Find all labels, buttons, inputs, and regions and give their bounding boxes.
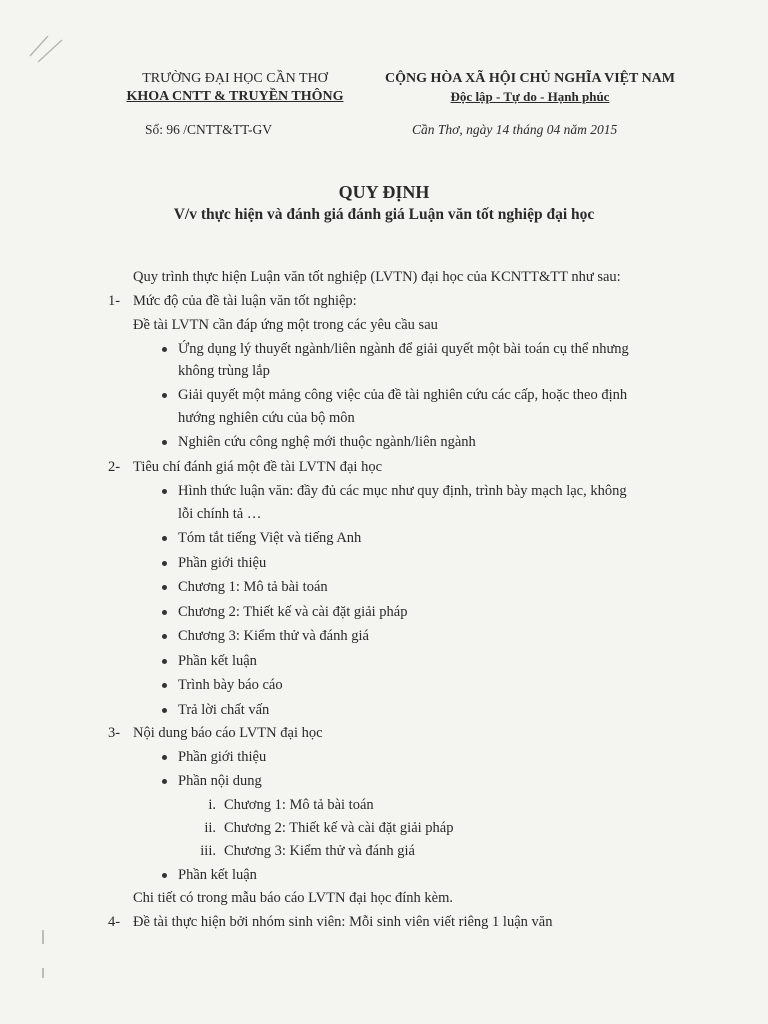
document-subtitle: V/v thực hiện và đánh giá đánh giá Luận văn tốt nghiệp đại học <box>173 206 595 223</box>
list-item: Giải quyết một mảng công việc của đề tài nghiên cứu các cấp, hoặc theo định <box>178 387 628 403</box>
list-item: Trình bày báo cáo <box>178 677 283 693</box>
section-number: 1- <box>108 293 121 309</box>
section-number: 4- <box>108 914 121 930</box>
bullet-icon <box>162 347 167 352</box>
bullet-icon <box>162 536 167 541</box>
section-heading: Nội dung báo cáo LVTN đại học <box>133 725 323 741</box>
scan-edge-mark <box>42 968 44 978</box>
bullet-icon <box>162 585 167 590</box>
institution-header <box>100 70 370 106</box>
list-item: Phần giới thiệu <box>178 555 267 571</box>
list-item: Chương 3: Kiểm thử và đánh giá <box>178 628 369 644</box>
roman-numeral: iii. <box>200 843 216 859</box>
bullet-icon <box>162 489 167 494</box>
list-item: Nghiên cứu công nghệ mới thuộc ngành/liên ngành <box>178 434 476 450</box>
bullet-icon <box>162 755 167 760</box>
scan-edge-mark <box>42 930 44 944</box>
list-item: Phần kết luận <box>178 867 257 883</box>
list-item-continued: lỗi chính tả … <box>178 506 262 522</box>
list-item: Phần nội dung <box>178 773 262 789</box>
section-number: 2- <box>108 459 121 475</box>
bullet-icon <box>162 393 167 398</box>
list-item: Chương 1: Mô tả bài toán <box>178 579 328 595</box>
bullet-icon <box>162 708 167 713</box>
sub-list-item: Chương 2: Thiết kế và cài đặt giải pháp <box>224 820 454 836</box>
university-name: TRƯỜNG ĐẠI HỌC CẦN THƠ <box>142 71 328 86</box>
country-name: CỘNG HÒA XÃ HỘI CHỦ NGHĨA VIỆT NAM <box>384 71 675 86</box>
list-item: Ứng dụng lý thuyết ngành/liên ngành để giải quyết một bài toán cụ thể nhưng <box>178 341 629 357</box>
section-heading: Tiêu chí đánh giá một đề tài LVTN đại học <box>133 459 383 475</box>
list-item: Chương 2: Thiết kế và cài đặt giải pháp <box>178 604 408 620</box>
bullet-icon <box>162 561 167 566</box>
bullet-icon <box>162 634 167 639</box>
section-heading: Đề tài thực hiện bởi nhóm sinh viên: Mỗi sinh viên viết riêng 1 luận văn <box>133 914 553 930</box>
section-heading: Mức độ của đề tài luận văn tốt nghiệp: <box>133 293 357 309</box>
list-item: Phần giới thiệu <box>178 749 267 765</box>
national-header <box>360 70 700 106</box>
bullet-icon <box>162 659 167 664</box>
list-item: Tóm tắt tiếng Việt và tiếng Anh <box>178 530 362 546</box>
section-number: 3- <box>108 725 121 741</box>
bullet-icon <box>162 440 167 445</box>
sub-list-item: Chương 3: Kiểm thử và đánh giá <box>224 843 415 859</box>
list-item: Hình thức luận văn: đầy đủ các mục như quy định, trình bày mạch lạc, không <box>178 483 627 499</box>
bullet-icon <box>162 610 167 615</box>
section-note: Chi tiết có trong mẫu báo cáo LVTN đại học đính kèm. <box>133 890 454 906</box>
document-number: Số: 96 /CNTT&TT-GV <box>145 122 273 137</box>
faculty-name: KHOA CNTT & TRUYỀN THÔNG <box>126 89 344 104</box>
bullet-icon <box>162 779 167 784</box>
intro-text: Quy trình thực hiện Luận văn tốt nghiệp (LVTN) đại học của KCNTT&TT như sau: <box>133 269 621 285</box>
section-lead: Đề tài LVTN cần đáp ứng một trong các yêu cầu sau <box>133 317 438 333</box>
scan-mark-icon <box>26 28 80 68</box>
document-title: QUY ĐỊNH <box>338 182 430 202</box>
document-date: Cần Thơ, ngày 14 tháng 04 năm 2015 <box>412 122 618 137</box>
list-item: Phần kết luận <box>178 653 257 669</box>
bullet-icon <box>162 683 167 688</box>
list-item: Trả lời chất vấn <box>178 702 270 718</box>
roman-numeral: i. <box>208 797 216 813</box>
sub-list-item: Chương 1: Mô tả bài toán <box>224 797 374 813</box>
roman-numeral: ii. <box>204 820 216 836</box>
national-motto: Độc lập - Tự do - Hạnh phúc <box>450 89 610 104</box>
list-item-continued: hướng nghiên cứu của bộ môn <box>178 410 355 426</box>
bullet-icon <box>162 873 167 878</box>
list-item-continued: không trùng lắp <box>178 363 270 379</box>
